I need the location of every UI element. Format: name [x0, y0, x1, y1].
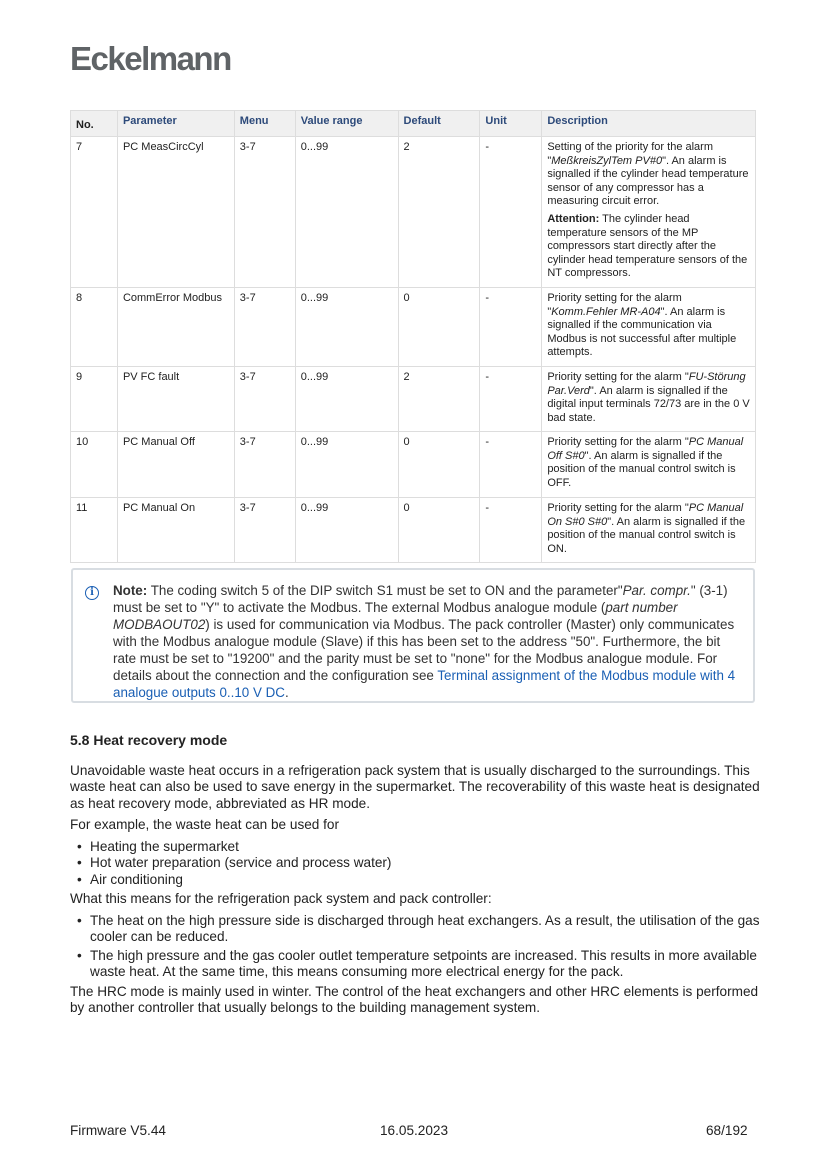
info-icon: i [85, 586, 99, 600]
cell-default: 0 [398, 498, 480, 563]
cell-description: Priority setting for the alarm "Komm.Fehler MR-A04". An alarm is signalled if the communication via Modbus is not successful after multiple attempts. [542, 288, 756, 367]
cell-range: 0...99 [295, 432, 398, 498]
table-row [71, 432, 756, 498]
header-description: Description [542, 111, 756, 137]
cell-param: PV FC fault [117, 367, 234, 432]
cell-default: 0 [398, 288, 480, 367]
paragraph: Unavoidable waste heat occurs in a refrigeration pack system that is usually discharged to the surroundings. This waste heat can also be used to save energy in the supermarket. The recoverability of this waste heat is designated as heat recovery mode, abbreviated as HR mode. [70, 762, 760, 811]
footer-date: 16.05.2023 [380, 1123, 449, 1138]
cell-range: 0...99 [295, 137, 398, 288]
cell-description: Setting of the priority for the alarm "MeßkreisZylTem PV#0". An alarm is signalled if the cylinder head temperature sensor of any compressor has a measuring circuit error. Attention: The cylinder head temperature sensors of the MP compressors start directly after the cylinder head temperature sensors of the NT compressors. [542, 137, 756, 288]
cell-default: 2 [398, 367, 480, 432]
header-default: Default [398, 111, 480, 137]
paragraph: What this means for the refrigeration pack system and pack controller: [70, 891, 492, 906]
terminal-assignment-link[interactable]: Terminal assignment of the Modbus module with 4 analogue outputs 0..10 V DC [113, 668, 736, 700]
paragraph: For example, the waste heat can be used for [70, 817, 340, 832]
usage-list [70, 839, 760, 889]
list-item: • The high pressure and the gas cooler outlet temperature setpoints are increased. This results in more available waste heat. At the same time, this means consuming more electrical energy for the pack. [70, 948, 760, 981]
list-item: • Air conditioning [70, 872, 760, 889]
cell-no: 9 [71, 367, 118, 432]
parameter-table [70, 110, 756, 563]
cell-range: 0...99 [295, 367, 398, 432]
list-item: • Heating the supermarket [70, 839, 760, 856]
table-row [71, 367, 756, 432]
cell-no: 11 [71, 498, 118, 563]
table-row [71, 137, 756, 288]
cell-menu: 3-7 [234, 367, 295, 432]
eckelmann-logo: Eckelmann [70, 40, 231, 77]
footer-page-number: 68/192 [706, 1123, 748, 1138]
header-unit: Unit [480, 111, 542, 137]
cell-param: PC Manual On [117, 498, 234, 563]
list-item: • Hot water preparation (service and process water) [70, 855, 760, 872]
effects-list [70, 913, 760, 981]
cell-menu: 3-7 [234, 137, 295, 288]
cell-menu: 3-7 [234, 498, 295, 563]
cell-unit: - [480, 288, 542, 367]
section-heat-recovery [70, 732, 760, 1022]
footer-firmware: Firmware V5.44 [70, 1123, 166, 1138]
cell-param: PC MeasCircCyl [117, 137, 234, 288]
cell-menu: 3-7 [234, 432, 295, 498]
cell-description: Priority setting for the alarm "FU-Störung Par.Verd". An alarm is signalled if the digital input terminals 72/73 are in the 0 V bad state. [542, 367, 756, 432]
cell-no: 7 [71, 137, 118, 288]
cell-default: 0 [398, 432, 480, 498]
cell-no: 10 [71, 432, 118, 498]
cell-range: 0...99 [295, 498, 398, 563]
cell-no: 8 [71, 288, 118, 367]
cell-unit: - [480, 432, 542, 498]
cell-unit: - [480, 498, 542, 563]
cell-description: Priority setting for the alarm "PC Manual On S#0 S#0". An alarm is signalled if the position of the manual control switch is ON. [542, 498, 756, 563]
section-title: 5.8 Heat recovery mode [70, 732, 228, 748]
cell-param: PC Manual Off [117, 432, 234, 498]
paragraph: The HRC mode is mainly used in winter. The control of the heat exchangers and other HRC elements is performed by another controller that usually belongs to the building management system. [70, 983, 759, 1015]
cell-unit: - [480, 137, 542, 288]
list-item: • The heat on the high pressure side is discharged through heat exchangers. As a result, the utilisation of the gas cooler can be reduced. [70, 913, 760, 946]
cell-param: CommError Modbus [117, 288, 234, 367]
table-header [71, 111, 756, 137]
note-box: i Note: The coding switch 5 of the DIP switch S1 must be set to ON and the parameter"Par. compr." (3-1) must be set to "Y" to activate the Modbus. The external Modbus analogue module (part number MODBAOUT02) is used for communication via Modbus. The pack controller (Master) only communicates with the Modbus analogue module (Slave) if this has been set to the address "50". Furthermore, the bit rate must be set to "19200" and the parity must be set to "none" for the Modbus analogue module. For details about the connection and the configuration see Terminal assignment of the Modbus module with 4 analogue outputs 0..10 V DC. [71, 568, 755, 703]
cell-default: 2 [398, 137, 480, 288]
cell-description: Priority setting for the alarm "PC Manual Off S#0". An alarm is signalled if the position of the manual control switch is OFF. [542, 432, 756, 498]
table-row [71, 498, 756, 563]
table-row [71, 288, 756, 367]
header-parameter: Parameter [117, 111, 234, 137]
header-no: No. [71, 111, 118, 137]
header-value-range: Value range [295, 111, 398, 137]
cell-range: 0...99 [295, 288, 398, 367]
note-label: Note: [113, 583, 148, 598]
cell-unit: - [480, 367, 542, 432]
cell-menu: 3-7 [234, 288, 295, 367]
header-menu: Menu [234, 111, 295, 137]
